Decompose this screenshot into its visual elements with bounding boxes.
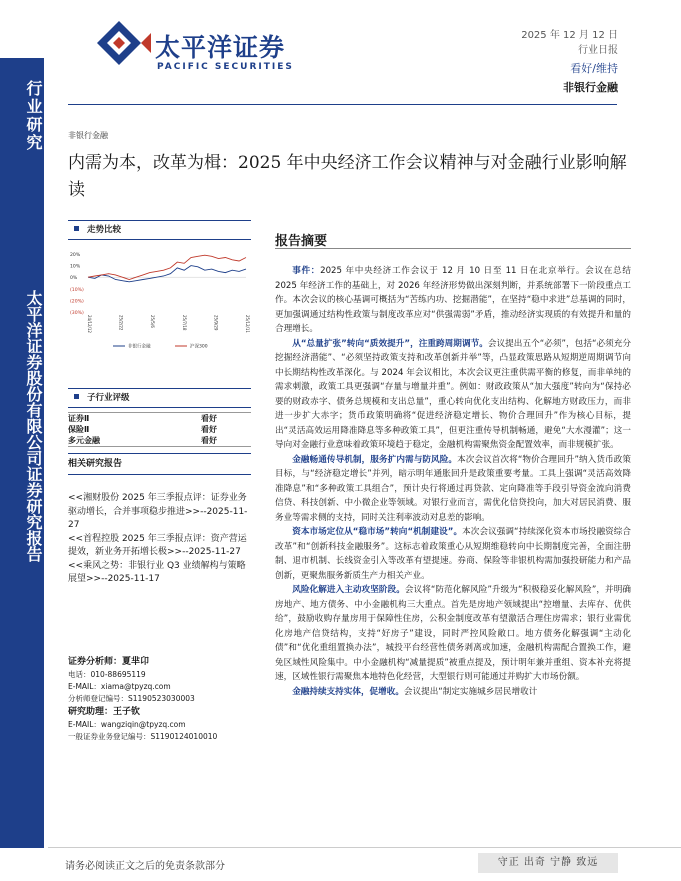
paragraph-lead: 事件： — [292, 266, 321, 276]
report-date: 2025 年 12 月 12 日 — [521, 30, 618, 41]
y-tick-label: 20% — [70, 253, 81, 258]
x-tick-label: 24/12/12 — [87, 315, 92, 333]
footer-divider — [48, 847, 681, 848]
bullet-square-icon — [74, 394, 79, 399]
legend-label: 非银行金融 — [128, 344, 151, 350]
related-reports-heading — [68, 453, 251, 475]
bullet-square-icon — [74, 226, 79, 231]
sub-rating-section-heading — [68, 388, 251, 408]
abstract-paragraph — [275, 525, 631, 583]
trend-heading-text: 走势比较 — [87, 225, 122, 235]
abstract-divider — [275, 248, 631, 249]
legend-label: 沪深300 — [190, 344, 208, 350]
footer-motto: 守正 出奇 宁静 致远 — [478, 853, 618, 873]
analyst-info — [68, 655, 251, 743]
header-meta — [521, 28, 618, 95]
sideband-category-label: 行业研究 — [24, 80, 43, 152]
paragraph-lead: 金融畅通传导机制，服务扩内需与防风险。 — [292, 454, 458, 465]
x-tick-label: 25/2/22 — [118, 315, 124, 331]
paragraph-text: 2025 年中央经济工作会议于 12 月 10 日至 11 日在北京举行。会议在总结 2025 年经济工作的基础上，对 2026 年经济形势做出深刻判断，并系统部署下一阶段重点工作。本次会议的核心基调可概括为“苦练内功、挖掘潜能”，在坚持“稳中求进”总基调的同时，更加强调通过结构性政策与制度改革应对“供强需弱”矛盾，推动经济实现质的有效提升和量的合理增长。 — [275, 266, 631, 334]
header-divider — [68, 104, 617, 105]
x-tick-label: 25/9/29 — [213, 315, 219, 331]
abstract-heading: 报告摘要 — [275, 234, 328, 249]
sideband-company-label: 太平洋证券股份有限公司证券研究报告 — [24, 290, 43, 562]
trend-line-chart — [68, 240, 251, 355]
paragraph-text: 会议提出五个“必须”，包括“必须充分挖掘经济潜能”、“必须坚持政策支持和改革创新并举”等，凸显政策思路从短期逆周期调节向中长期结构性改革深化。与 2024 年会议相比，本次会议更注重供需平衡的修复，而非单纯的需求刺激，政策工具更强调“存量与增量并重”。例如：财政政策从“加大强度”转向为“保持必要的财政赤字、债务总规模和支出总量”，重心转向优化支出结构、化解地方财政压力，而非进一步扩大赤字；货币政策明确将“促进经济稳定增长、物价合理回升”作为核心目标，提出“灵活高效运用降准降息等多种政策工具”，但更注重传导机制畅通，避免“大水漫灌”；这一导向对金融行业意味着政策环境趋于稳定，金融机构需聚焦资金配置效率，而非规模扩张。 — [275, 338, 632, 450]
abstract-body — [275, 264, 631, 699]
sub-rating-heading-text: 子行业评级 — [87, 393, 130, 403]
x-tick-label: 25/12/11 — [245, 315, 250, 333]
related-report-link[interactable]: <<首程控股 2025 年三季报点评：资产营运提效，新业务开拓增长极>>--2025-11-27 — [68, 533, 247, 557]
abstract-paragraph — [275, 453, 631, 526]
series-line — [88, 266, 246, 282]
sector-name: 非银行金融 — [563, 81, 618, 94]
assistant-email[interactable]: E-MAIL：wangziqin@tpyzq.com — [68, 720, 186, 729]
analyst-cert: 分析师登记编号：S1190523030003 — [68, 694, 195, 703]
table-row — [68, 413, 251, 425]
assistant-name: 研究助理：王子钦 — [68, 707, 141, 717]
abstract-paragraph — [275, 337, 631, 453]
abstract-paragraph — [275, 264, 631, 337]
footer-disclaimer: 请务必阅读正文之后的免责条款部分 — [65, 861, 225, 872]
subsector-rating: 看好 — [201, 425, 217, 434]
paragraph-lead: 风险化解进入主动攻坚阶段。 — [292, 585, 405, 595]
y-tick-label: (10%) — [70, 287, 84, 293]
analyst-name: 证券分析师：夏芈卬 — [68, 657, 150, 667]
analyst-email[interactable]: E-MAIL：xiama@tpyzq.com — [68, 682, 171, 691]
related-report-link[interactable]: <<乘风之势：非银行业 Q3 业绩解构与策略展望>>--2025-11-17 — [68, 560, 246, 584]
series-line — [88, 255, 246, 279]
y-tick-label: (30%) — [70, 311, 84, 316]
y-tick-label: 10% — [70, 264, 81, 270]
assistant-cert: 一般证券业务登记编号：S1190124010010 — [68, 732, 218, 741]
y-tick-label: (20%) — [70, 299, 84, 305]
paragraph-text: 会议将“防范化解风险”升级为“积极稳妥化解风险”，并明确房地产、地方债务、中小金融机构三大重点。首先是房地产领域提出“控增量、去库存、优供给”，鼓励收购存量房用于保障性住房，公积金制度改革有望激活合理住房需求；银行业需优化房地产信贷结构，支持“好房子”建设，同时严控风险敞口。地方债务化解强调“主动化债”和“优化重组置换办法”，城投平台经营性债务剥离或加速，金融机构需配合置换工作，避免区域性风险集中。中小金融机构“减量提质”被重点提及，预计明年兼并重组、资本补充将提速，区域性银行需聚焦本地特色化经营，大型银行则可能通过并购扩大市场份额。 — [275, 585, 631, 682]
logo-chinese-name: 太平洋证券 — [155, 33, 286, 62]
related-reports-list — [68, 492, 251, 587]
paragraph-lead: 从“总量扩张”转向“质效提升”，注重跨周期调节。 — [292, 338, 488, 349]
x-tick-label: 25/7/18 — [181, 315, 187, 331]
table-row — [68, 424, 251, 435]
sector-tag: 非银行金融 — [68, 131, 108, 140]
logo-emblem-icon — [97, 21, 151, 65]
related-heading-text: 相关研究报告 — [68, 459, 123, 469]
subsector-rating: 看好 — [201, 435, 251, 447]
page-footer — [0, 847, 681, 881]
x-tick-label: 25/5/6 — [150, 315, 156, 328]
subsector-name: 保险Ⅱ — [68, 425, 90, 434]
subsector-name: 多元金融 — [68, 435, 201, 447]
table-row — [68, 435, 251, 447]
abstract-paragraph — [275, 685, 631, 700]
paragraph-lead: 金融持续支持实体，促增收。 — [292, 686, 404, 697]
related-report-link[interactable]: <<湘财股份 2025 年三季报点评：证券业务驱动增长，合并事项稳步推进>>--2025-11-27 — [68, 493, 248, 530]
paragraph-text: 会议提出“制定实施城乡居民增收计 — [403, 686, 538, 697]
sub-rating-table — [68, 412, 251, 447]
report-type: 行业日报 — [578, 45, 618, 56]
report-title: 内需为本，改革为楫：2025 年中央经济工作会议精神与对金融行业影响解读 — [68, 153, 627, 200]
paragraph-text: 本次会议首次将“物价合理回升”纳入货币政策目标，与“经济稳定增长”并列，暗示明年通胀回升是政策重要考量。工具上强调“灵活高效降准降息”和“多种政策工具组合”，预计央行将通过再贷款、定向降准等手段引导资金流向消费信贷、科技创新、中小微企业等领域。对银行业而言，需优化信贷投向，加大对居民消费、服务业等需求侧的支持，同时关注利率波动对息差的影响。 — [275, 454, 631, 523]
abstract-paragraph — [275, 583, 631, 685]
subsector-name: 证券Ⅱ — [68, 413, 201, 425]
subsector-rating: 看好 — [201, 413, 251, 425]
y-tick-label: 0% — [70, 276, 78, 282]
paragraph-text: 本次会议强调“持续深化资本市场投融资综合改革”和“创新科技金融服务”。这标志着政策重心从短期维稳转向中长期制度完善，全面注册制、退市机制、长线资金引入等改革有望提速。券商、保险等非银机构需加强投研能力和产品创新，更聚焦服务新质生产力相关产业。 — [275, 527, 632, 581]
industry-rating: 看好/维持 — [570, 62, 618, 75]
logo-english-name: PACIFIC SECURITIES — [157, 62, 294, 72]
trend-section-heading — [68, 220, 251, 240]
analyst-phone: 电话：010-88695119 — [68, 670, 146, 679]
paragraph-lead: 资本市场定位从“稳市场”转向“机制建设”。 — [292, 527, 463, 537]
